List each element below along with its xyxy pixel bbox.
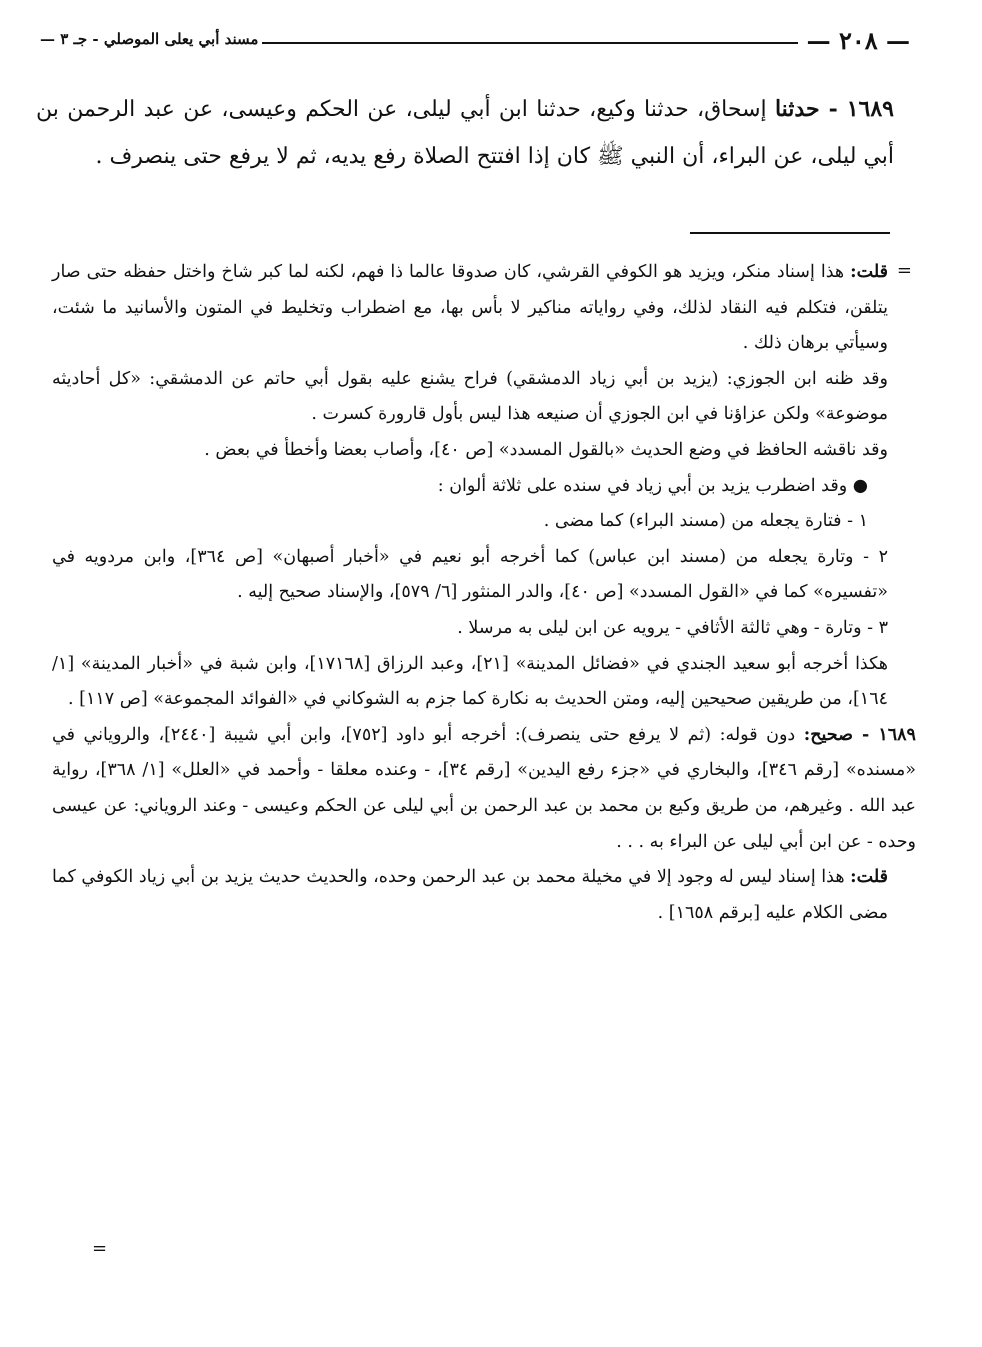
qult-text: هذا إسناد منكر، ويزيد هو الكوفي القرشي، كان صدوقا عالما ذا فهم، لكنه لما كبر شاخ واختل حفظه حتى صار يتلقن، فتكلم فيه النقاد لذلك، وفي رواياته مناكير لا بأس بها، مع اضطراب وتخليط في المتون والأسانيد ما شئت، وسيأتي برهان ذلك . (52, 262, 888, 354)
note-paragraph-hakadha: هكذا أخرجه أبو سعيد الجندي في «فضائل المدينة» [٢١]، وعبد الرزاق [١٧١٦٨]، وابن شبة في «أخبار المدينة» [١/ ١٦٤]، من طريقين صحيحين إليه، ومتن الحديث به نكارة كما جزم به الشوكاني في «الفوائد المجموعة» [ص ١١٧] . (52, 653, 889, 710)
takhrij-label: ١٦٨٩ - صحيح: (803, 724, 916, 745)
footnotes (52, 255, 916, 931)
takhrij-paragraph (52, 718, 916, 860)
hadith-number: ١٦٨٩ - حدثنا (774, 96, 894, 122)
page-header (36, 26, 910, 56)
qult-paragraph-2 (52, 860, 888, 931)
list-item-2: ٢ - وتارة يجعله من (مسند ابن عباس) كما أخرجه أبو نعيم في «أخبار أصبهان» [ص ٣٦٤]، وابن مردويه في «تفسيره» كما في «القول المسدد» [ص ٤٠]، والدر المنثور [٦/ ٥٧٩]، والإسناد صحيح إليه . (52, 546, 888, 603)
hadith-text (36, 86, 894, 180)
continuation-marker: = (896, 260, 912, 281)
hadith-body: إسحاق، حدثنا وكيع، حدثنا ابن أبي ليلى، عن الحكم وعيسى، عن عبد الرحمن بن أبي ليلى، عن البراء، أن النبي ﷺ كان إذا افتتح الصلاة رفع يديه، ثم لا يرفع حتى ينصرف . (36, 97, 894, 169)
note-paragraph-3: وقد ناقشه الحافظ في وضع الحديث «بالقول المسدد» [ص ٤٠]، وأصاب بعضا وأخطأ في بعض . (204, 439, 888, 460)
note-paragraph-2: وقد ظنه ابن الجوزي: (يزيد بن أبي زياد الدمشقي) فراح يشنع عليه بقول أبي حاتم عن الدمشقي: «كل أحاديثه موضوعة» ولكن عزاؤنا في ابن الجوزي أن صنيعه هذا ليس بأول قارورة كسرت . (52, 368, 888, 425)
qult-paragraph-1 (52, 255, 888, 362)
footnote-separator (690, 232, 890, 234)
takhrij-text: دون قوله: (ثم لا يرفع حتى ينصرف): أخرجه أبو داود [٧٥٢]، وابن أبي شيبة [٢٤٤٠]، والروياني في «مسنده» [رقم ٣٤٦]، والبخاري في «جزء رفع اليدين» [رقم ٣٤]، - وعنده معلقا - وأحمد في «العلل» [١/ ٣٦٨]، رواية عبد الله . وغيرهم، من طريق وكيع بن محمد بن عبد الرحمن بن أبي ليلى عن الحكم وعيسى - وعند الروياني: عن عيسى وحده - عن ابن أبي ليلى عن البراء به . . . (52, 724, 916, 852)
qult-label-2: قلت: (850, 867, 888, 888)
book-title: مسند أبي يعلى الموصلي - جـ ٣ — (36, 30, 262, 48)
list-item-1: ١ - فتارة يجعله من (مسند البراء) كما مضى . (543, 511, 868, 532)
end-continuation-marker: = (92, 1238, 108, 1259)
list-item-3: ٣ - وتارة - وهي ثالثة الأثافي - يرويه عن ابن ليلى به مرسلا . (457, 617, 888, 638)
page-number: — ٢٠٨ — (806, 26, 910, 55)
qult-label: قلت: (850, 262, 888, 282)
qult-text-2: هذا إسناد ليس له وجود إلا في مخيلة محمد بن عبد الرحمن وحده، والحديث حديث يزيد بن أبي زياد الكوفي كما مضى الكلام عليه [برقم ١٦٥٨] . (52, 867, 888, 923)
bullet-intro: ● وقد اضطرب يزيد بن أبي زياد في سنده على ثلاثة ألوان : (437, 475, 868, 496)
